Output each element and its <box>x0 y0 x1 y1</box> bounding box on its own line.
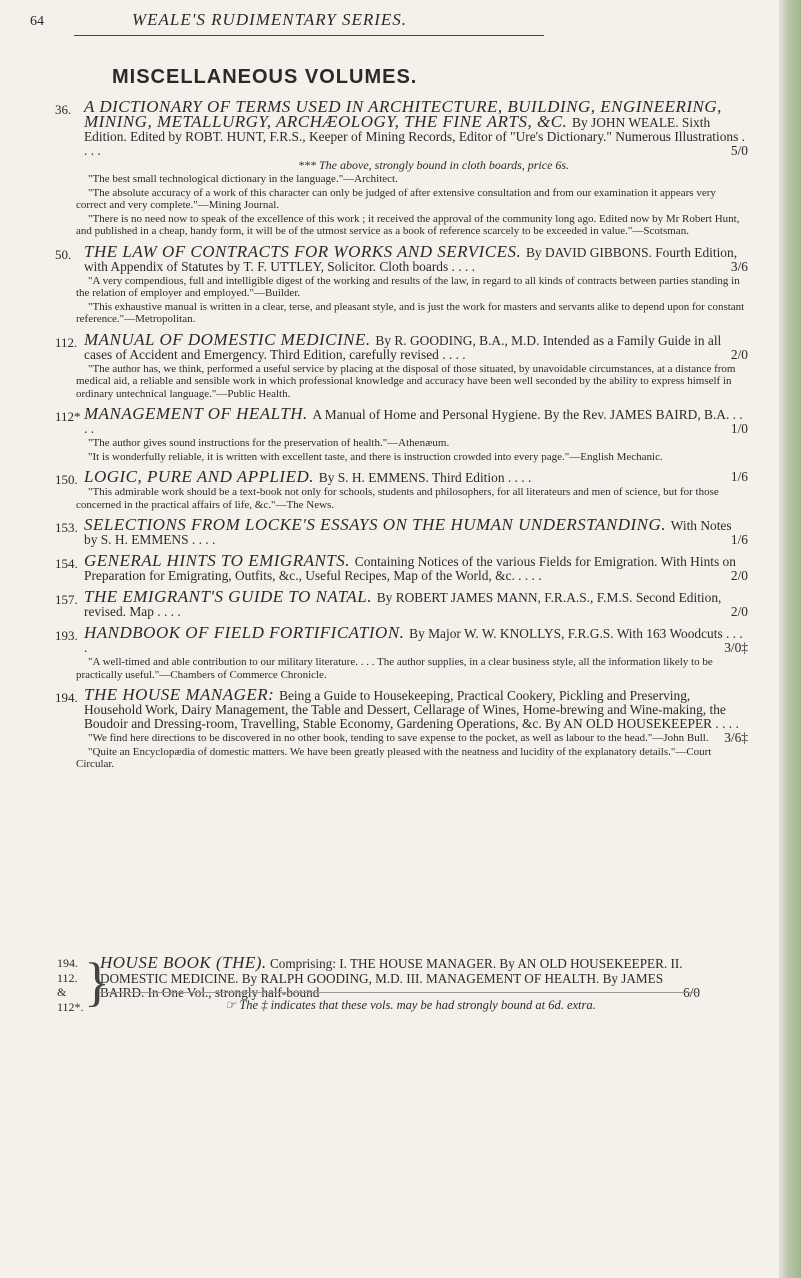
entry-title: THE LAW OF CONTRACTS FOR WORKS AND SERVICES. <box>84 241 526 261</box>
entry-number: 194. <box>55 690 78 705</box>
entry-title: MANUAL OF DOMESTIC MEDICINE. <box>84 329 376 349</box>
review-quote: "A very compendious, full and intelligible digest of the working and results of the law, in regard to all kinds of contracts between parties standing in the relation of employer and employed."—Builder. <box>76 274 740 299</box>
entry-number: 50. <box>55 246 72 262</box>
series-title: WEALE'S RUDIMENTARY SERIES. <box>132 10 408 29</box>
combined-entry <box>100 953 700 1001</box>
entry-description: By DAVID GIBBONS. Fourth Edition, with Appendix of Statutes by T. F. UTTLEY, Solicitor. Cloth boards . . . . <box>84 244 738 274</box>
combined-title: HOUSE BOOK (THE). <box>100 953 267 972</box>
catalogue-entry <box>55 329 748 401</box>
review-quote: "This exhaustive manual is written in a clear, terse, and pleasant style, and is just the work for masters and servants alike to depend upon for constant reference."—Metropolitan. <box>76 300 745 325</box>
catalogue-entry <box>55 467 748 511</box>
entry-title: HANDBOOK OF FIELD FORTIFICATION. <box>84 623 410 642</box>
page-edge <box>779 0 801 1278</box>
entry-price: 3/0‡ <box>724 640 748 655</box>
catalogue-entry <box>55 97 748 238</box>
entry-title: A DICTIONARY OF TERMS USED IN ARCHITECTURE, BUILDING, ENGINEERING, MINING, METALLURGY, ARCHÆOLOGY, THE FINE ARTS, &C. <box>84 97 722 131</box>
running-head <box>30 10 730 34</box>
review-quote: "The best small technological dictionary in the language."—Architect. <box>88 173 398 185</box>
entry-price: 2/0 <box>730 346 748 362</box>
review-quote: "There is no need now to speak of the excellence of this work ; it received the approval of the community long ago. Edited now by Mr Robert Hunt, and published in a cheap, handy form, it will be of the utmost service as a book of reference scarcely to be exceeded in value."—Scotsman. <box>76 212 740 237</box>
combined-price: 6/0 <box>683 985 700 1000</box>
entry-heading <box>58 329 748 362</box>
review-quote: "The absolute accuracy of a work of this character can only be judged of after extensive consultation and from our examination it appears very correct and very complete."—Mining Journal. <box>76 186 716 211</box>
entry-price: 3/6 <box>730 258 748 274</box>
entry-description: By R. GOODING, B.A., M.D. Intended as a Family Guide in all cases of Accident and Emergency. Third Edition, carefully revised . . . . <box>84 332 722 362</box>
entry-price: 1/0 <box>730 421 748 436</box>
page-number: 64 <box>30 14 44 29</box>
entry-title: GENERAL HINTS TO EMIGRANTS. <box>84 551 355 570</box>
entry-description: A Manual of Home and Personal Hygiene. By the Rev. JAMES BAIRD, B.A. . . . . <box>84 407 743 436</box>
entry-description: By ROBERT JAMES MANN, F.R.A.S., F.M.S. Second Edition, revised. Map . . . . <box>84 590 722 619</box>
review-quote: "We find here directions to be discovered in no other book, tending to save expense to the pocket, as well as labour to the head."—John Bull. <box>88 732 709 744</box>
entry-title: THE HOUSE MANAGER: <box>84 685 280 704</box>
entry-price: 5/0 <box>730 143 748 158</box>
entry-number: 112. <box>55 334 78 350</box>
entry-heading <box>58 97 748 158</box>
header-rule <box>74 35 544 36</box>
combined-number: & <box>57 985 67 999</box>
entry-price: 3/6‡ <box>724 730 748 745</box>
entry-number: 112* <box>55 409 81 424</box>
entry-title: SELECTIONS FROM LOCKE'S ESSAYS ON THE HUMAN UNDERSTANDING. <box>84 515 671 534</box>
entry-price: 2/0 <box>730 568 748 583</box>
entry-number: 150. <box>55 472 78 487</box>
combined-number: 112. <box>57 970 78 985</box>
entry-description: With Notes by S. H. EMMENS . . . . <box>84 518 732 547</box>
entry-description: By JOHN WEALE. Sixth Edition. Edited by ROBT. HUNT, F.R.S., Keeper of Mining Records, Editor of "Ure's Dictionary." Numerous Illustrations . . . . <box>84 115 746 158</box>
entry-heading <box>58 623 748 655</box>
entry-heading <box>58 467 748 486</box>
entry-number: 157. <box>55 592 78 607</box>
section-title: MISCELLANEOUS VOLUMES. <box>112 66 418 88</box>
review-quote: "The author gives sound instructions for the preservation of health."—Athenæum. <box>88 437 450 449</box>
review-quote: "This admirable work should be a text-book not only for schools, students and philosophers, for all literateurs and men of science, but for those concerned in the practical affairs of life, &c."—The News. <box>76 486 719 511</box>
entry-heading <box>58 515 748 547</box>
combined-number: 194. <box>57 956 78 970</box>
entry-title: MANAGEMENT OF HEALTH. <box>84 404 313 423</box>
entry-number: 36. <box>55 102 72 117</box>
footnote-rule <box>100 992 700 993</box>
entry-heading <box>58 551 748 583</box>
entry-number: 154. <box>55 556 78 571</box>
review-quote: "The author has, we think, performed a useful service by placing at the disposal of those situated, by unavoidable circumstances, at a distance from medical aid, a reliable and sensible work in which professional knowledge and accuracy have been well seconded by the ability to express himself in ordinary untechnical language."—Public Health. <box>76 362 736 400</box>
entry-price: 1/6 <box>730 469 748 484</box>
catalogue-entry <box>55 587 748 619</box>
catalogue-entry <box>55 551 748 583</box>
brace-icon: } <box>84 952 110 1012</box>
footnote: ☞ The ‡ indicates that these vols. may be had strongly bound at 6d. extra. <box>225 998 596 1012</box>
entry-price: 1/6 <box>730 532 748 547</box>
combined-text: Comprising: I. THE HOUSE MANAGER. By AN OLD HOUSEKEEPER. II. DOMESTIC MEDICINE. By RALPH GOODING, M.D. III. MANAGEMENT OF HEALTH. By JAMES BAIRD. In One Vol., strongly half-bound <box>100 956 683 1000</box>
catalogue-entry <box>55 404 748 463</box>
entry-price: 2/0 <box>730 604 748 619</box>
catalogue-entry <box>55 515 748 547</box>
entry-notice: *** The above, strongly bound in cloth boards, price 6s. <box>298 158 570 172</box>
combined-entry-numbers <box>57 956 84 1014</box>
combined-number: 112*. <box>57 999 84 1014</box>
entry-heading <box>58 404 748 436</box>
catalogue-entry <box>55 241 748 326</box>
entry-description: By S. H. EMMENS. Third Edition . . . . <box>318 470 532 485</box>
review-quote: "A well-timed and able contribution to our military literature. . . . The author supplies, in a clear business style, all the information likely to be practically useful."—Chambers of Commerce Chronicle. <box>76 656 713 681</box>
review-quote: "Quite an Encyclopædia of domestic matters. We have been greatly pleased with the neatness and lucidity of the explanatory details."—Court Circular. <box>76 745 712 770</box>
review-quote: "It is wonderfully reliable, it is written with excellent taste, and there is instruction crowded into every page."—English Mechanic. <box>88 450 663 463</box>
entry-heading <box>58 241 748 274</box>
entries-list <box>55 97 748 778</box>
entry-description: Being a Guide to Housekeeping, Practical Cookery, Pickling and Preserving, Household Work, Dairy Management, the Table and Dessert, Cellarage of Wines, Home-brewing and Wine-making, the Boudoir and Dressing-room, Travelling, Stable Economy, Gardening Operations, &c. By AN OLD HOUSEKEEPER . . . . <box>84 688 739 731</box>
entry-title: LOGIC, PURE AND APPLIED. <box>84 467 319 486</box>
entry-number: 193. <box>55 628 78 643</box>
entry-title: THE EMIGRANT'S GUIDE TO NATAL. <box>84 587 377 606</box>
entry-heading <box>58 587 748 619</box>
catalogue-entry <box>55 623 748 681</box>
entry-description: Containing Notices of the various Fields for Emigration. With Hints on Preparation for Emigrating, Outfits, &c., Useful Recipes, Map of the World, &c. . . . . <box>84 554 736 583</box>
entry-description: By Major W. W. KNOLLYS, F.R.G.S. With 163 Woodcuts . . . . <box>84 626 743 655</box>
entry-number: 153. <box>55 520 78 535</box>
catalogue-entry <box>55 685 748 771</box>
